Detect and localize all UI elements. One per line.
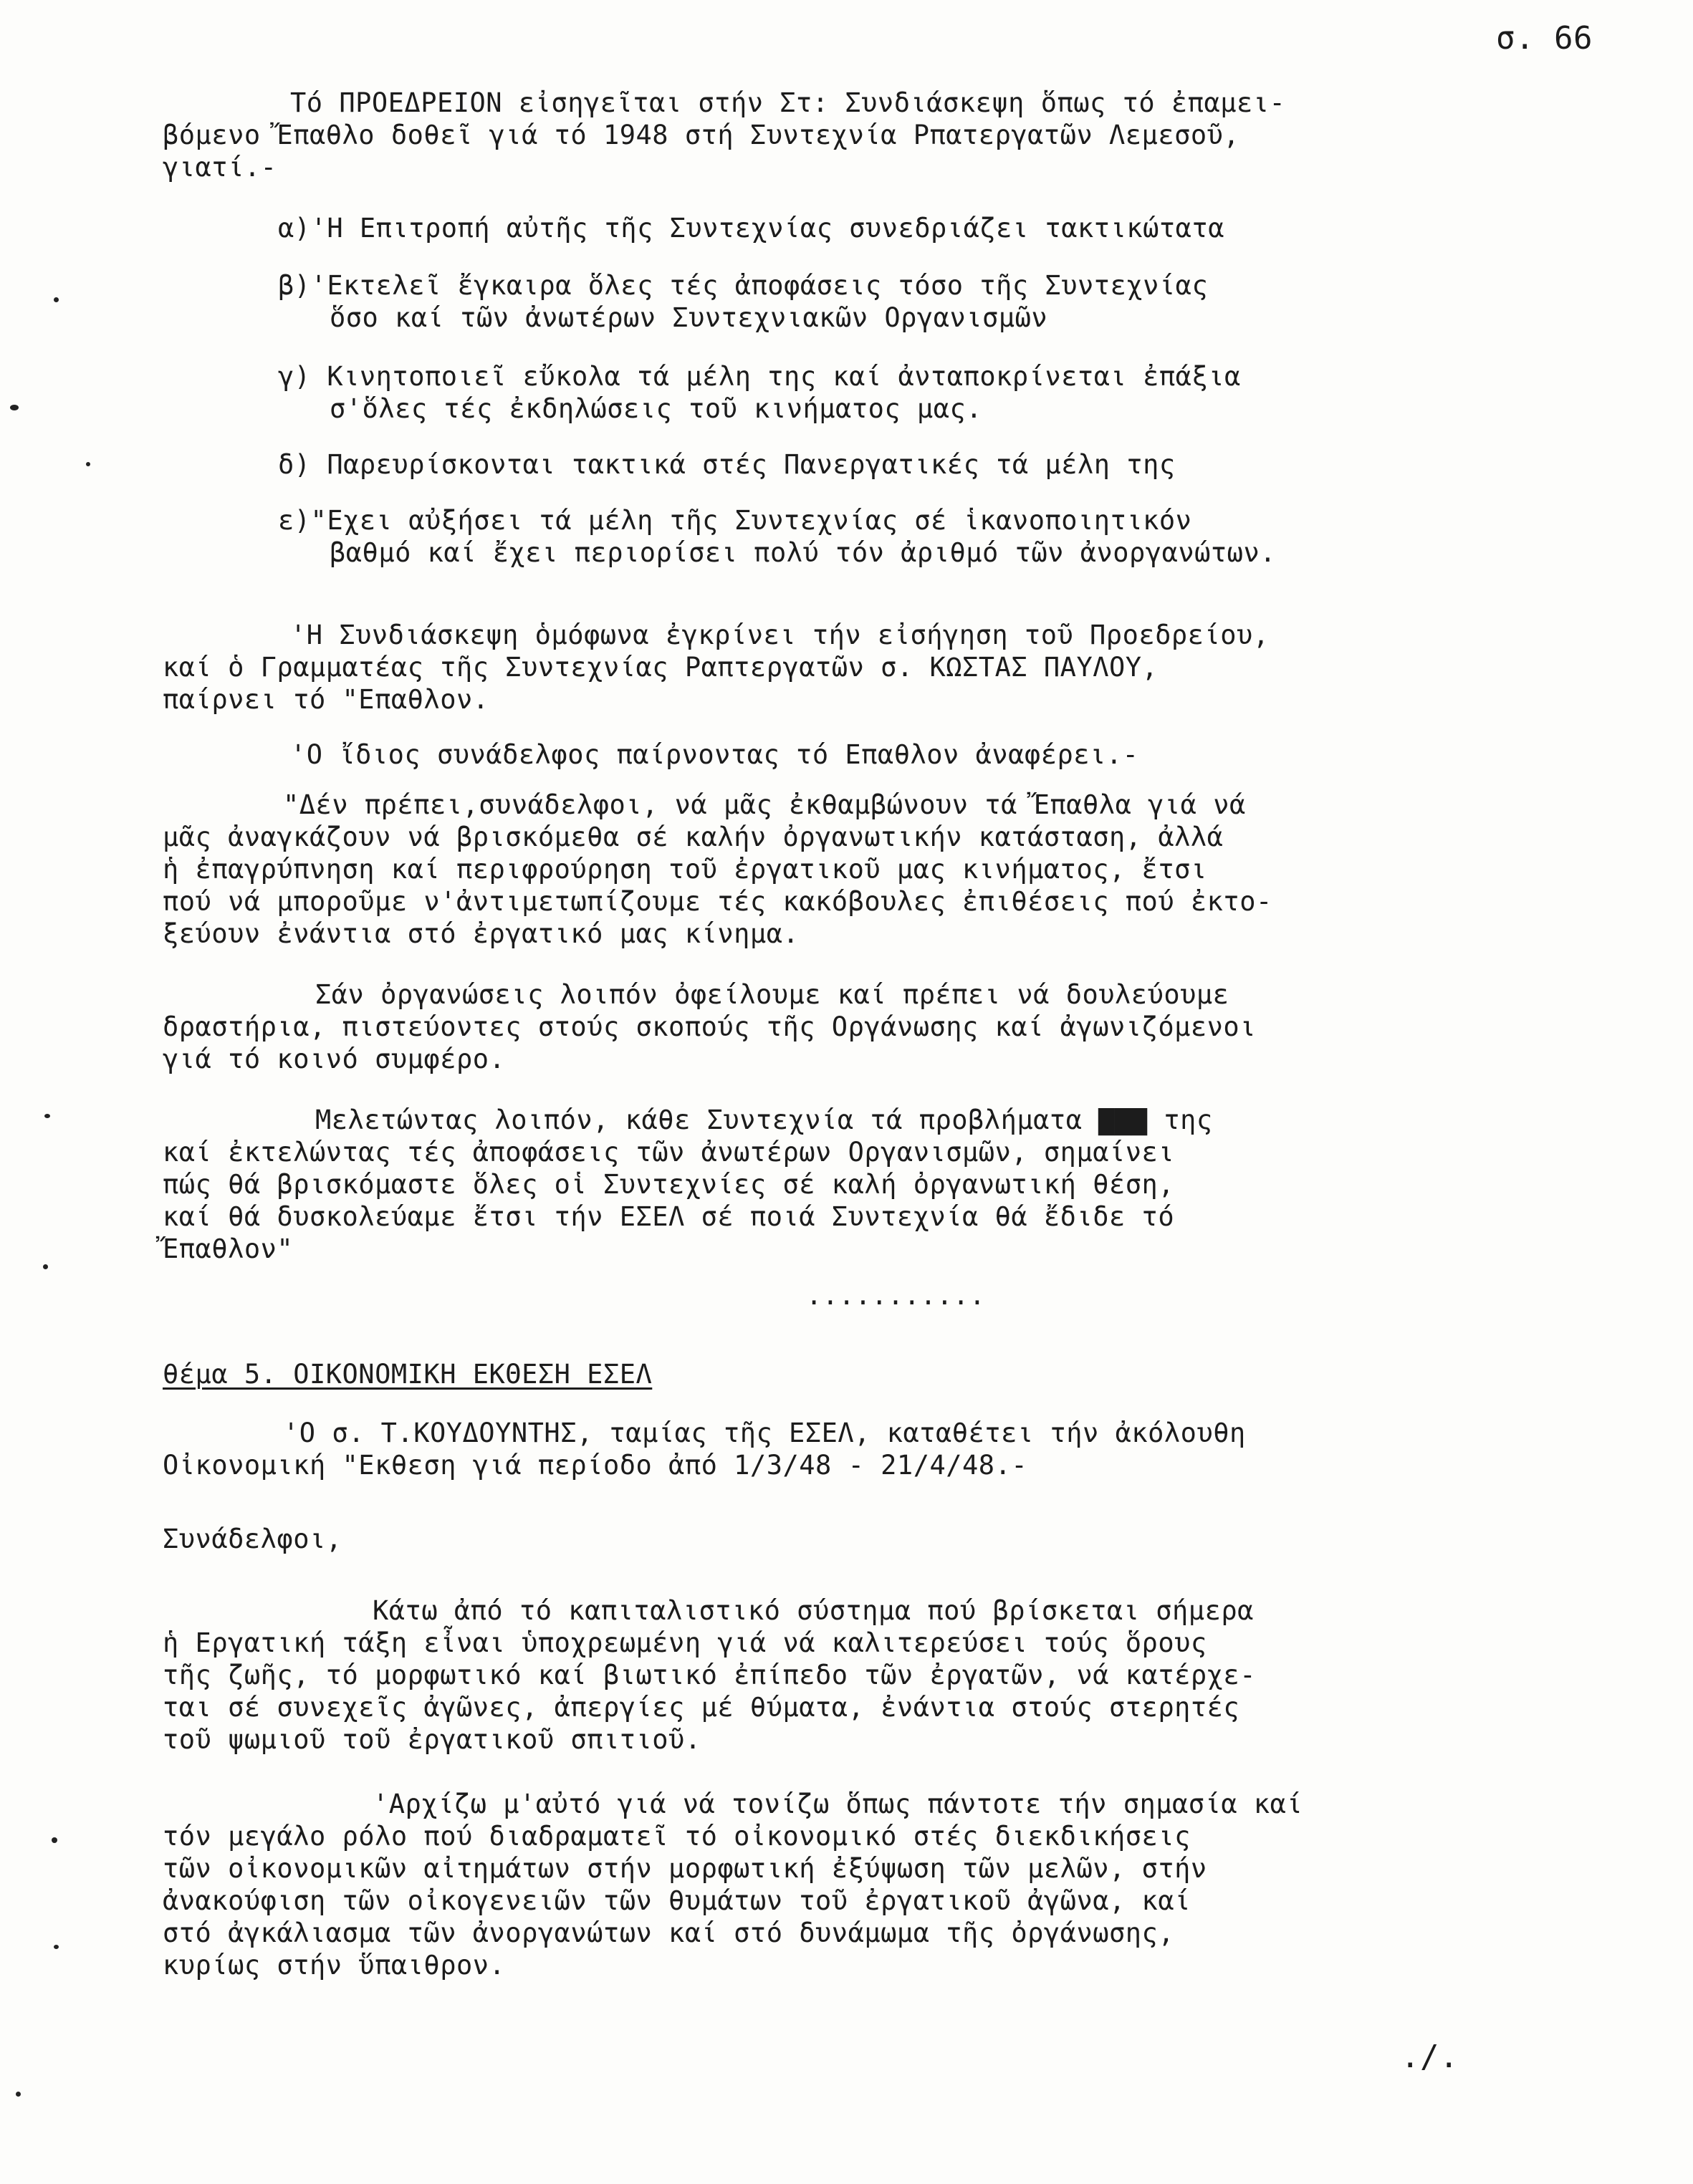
text-line: 'Αρχίζω μ'αὐτό γιά νά τονίζω ὅπως πάντοτε τήν σημασία καί [373, 1789, 1303, 1819]
list-item-b-cont: ὅσο καί τῶν ἀνωτέρων Συντεχνιακῶν Οργανισμῶν [330, 302, 1048, 333]
section-separator: ........... [806, 1280, 986, 1311]
text-line: κυρίως στήν ὕπαιθρον. [163, 1950, 506, 1981]
text-line: ται σέ συνεχεῖς ἀγῶνες, ἀπεργίες μέ θύματα, ἐνάντια στούς στερητές [163, 1692, 1240, 1723]
text-line: τοῦ ψωμιοῦ τοῦ ἐργατικοῦ σπιτιοῦ. [163, 1724, 701, 1755]
text-line: Ἔπαθλον" [163, 1233, 294, 1264]
list-item-e: ε)"Εχει αὐξήσει τά μέλη τῆς Συντεχνίας σέ ἱκανοποιητικόν [278, 505, 1192, 536]
text-line: παίρνει τό "Επαθλον. [163, 684, 489, 715]
text-line: καί ὁ Γραμματέας τῆς Συντεχνίας Ραπτεργατῶν σ. ΚΩΣΤΑΣ ΠΑΥΛΟΥ, [163, 652, 1159, 683]
scan-speck [54, 297, 59, 302]
text-line: 'Ο ἴδιος συνάδελφος παίρνοντας τό Επαθλον ἀναφέρει.- [290, 739, 1139, 770]
scan-speck [54, 1945, 59, 1949]
list-item-a: α)'Η Επιτροπή αὐτῆς τῆς Συντεχνίας συνεδριάζει τακτικώτατα [278, 213, 1225, 244]
text-line: ἀνακούφιση τῶν οἰκογενειῶν τῶν θυμάτων τοῦ ἐργατικοῦ ἀγῶνα, καί [163, 1885, 1191, 1916]
text-line: τόν μεγάλο ρόλο πού διαδραματεῖ τό οἰκονομικό στές διεκδικήσεις [163, 1821, 1191, 1852]
text-line: γιά τό κοινό συμφέρο. [163, 1044, 506, 1074]
scan-speck [86, 462, 90, 466]
text-line: Τό ΠΡΟΕΔΡΕΙΟΝ εἰσηγεῖται στήν Στ: Συνδιάσκεψη ὅπως τό ἐπαμει- [290, 87, 1286, 118]
text-line: 'Η Συνδιάσκεψη ὁμόφωνα ἐγκρίνει τήν εἰσήγηση τοῦ Προεδρείου, [290, 620, 1270, 650]
text-line: τῶν οἰκονομικῶν αἰτημάτων στήν μορφωτική ἐξύψωση τῶν μελῶν, στήν [163, 1853, 1207, 1884]
list-item-e-cont: βαθμό καί ἔχει περιορίσει πολύ τόν ἀριθμό τῶν ἀνοργανώτων. [330, 537, 1277, 568]
continuation-mark: ./. [1401, 2039, 1459, 2075]
scan-speck [43, 1264, 48, 1269]
text-line: στό ἀγκάλιασμα τῶν ἀνοργανώτων καί στό δυνάμωμα τῆς ὀργάνωσης, [163, 1918, 1175, 1948]
scan-speck [52, 1837, 57, 1843]
text-line: ἡ Εργατική τάξη εἶναι ὑποχρεωμένη γιά νά καλιτερεύσει τούς ὅρους [163, 1627, 1207, 1658]
text-line: δραστήρια, πιστεύοντες στούς σκοπούς τῆς Οργάνωσης καί ἀγωνιζόμενοι [163, 1011, 1256, 1042]
list-item-b: β)'Εκτελεῖ ἔγκαιρα ὅλες τές ἀποφάσεις τόσο τῆς Συντεχνίας [278, 270, 1209, 301]
text-line: πού νά μποροῦμε ν'ἀντιμετωπίζουμε τές κακόβουλες ἐπιθέσεις πού ἐκτο- [163, 886, 1272, 917]
list-item-g-cont: σ'ὅλες τές ἐκδηλώσεις τοῦ κινήματος μας. [330, 393, 983, 424]
text-line: μᾶς ἀναγκάζουν νά βρισκόμεθα σέ καλήν ὀργανωτικήν κατάσταση, ἀλλά [163, 822, 1224, 852]
text-line: Σάν ὀργανώσεις λοιπόν ὀφείλουμε καί πρέπει νά δουλεύουμε [315, 979, 1229, 1010]
section-heading: θέμα 5. ΟΙΚΟΝΟΜΙΚΗ ΕΚΘΕΣΗ ΕΣΕΛ [163, 1359, 653, 1390]
text-line: "Δέν πρέπει,συνάδελφοι, νά μᾶς ἐκθαμβώνουν τά Ἔπαθλα γιά νά [283, 789, 1246, 820]
text-line: καί θά δυσκολεύαμε ἔτσι τήν ΕΣΕΛ σέ ποιά Συντεχνία θά ἔδιδε τό [163, 1201, 1175, 1232]
text-line: γιατί.- [163, 152, 277, 183]
list-item-d: δ) Παρευρίσκονται τακτικά στές Πανεργατικές τά μέλη της [278, 449, 1176, 480]
page-number: σ. 66 [1496, 20, 1593, 57]
text-line: Μελετώντας λοιπόν, κάθε Συντεχνία τά προβλήματα ▇▇▇ της [315, 1105, 1213, 1135]
text-line: Οἰκονομική "Εκθεση γιά περίοδο ἀπό 1/3/48 - 21/4/48.- [163, 1450, 1028, 1481]
text-line: 'Ο σ. Τ.ΚΟΥΔΟΥΝΤΗΣ, ταμίας τῆς ΕΣΕΛ, καταθέτει τήν ἀκόλουθη [283, 1418, 1246, 1448]
text-line: ἡ ἐπαγρύπνηση καί περιφρούρηση τοῦ ἐργατικοῦ μας κινήματος, ἔτσι [163, 854, 1207, 885]
text-line: Κάτω ἀπό τό καπιταλιστικό σύστημα πού βρίσκεται σήμερα [373, 1595, 1254, 1626]
scan-speck [10, 405, 19, 410]
salutation: Συνάδελφοι, [163, 1524, 342, 1554]
scan-speck [44, 1114, 50, 1118]
list-item-g: γ) Κινητοποιεῖ εὔκολα τά μέλη της καί ἀνταποκρίνεται ἐπάξια [278, 361, 1241, 392]
text-line: τῆς ζωῆς, τό μορφωτικό καί βιωτικό ἐπίπεδο τῶν ἐργατῶν, νά κατέρχε- [163, 1660, 1256, 1690]
text-line: βόμενο Ἔπαθλο δοθεῖ γιά τό 1948 στή Συντεχνία Ρπατεργατῶν Λεμεσοῦ, [163, 120, 1240, 150]
scan-speck [16, 2092, 21, 2097]
text-line: πώς θά βρισκόμαστε ὅλες οἱ Συντεχνίες σέ καλή ὀργανωτική θέση, [163, 1169, 1175, 1200]
text-line: ξεύουν ἐνάντια στό ἐργατικό μας κίνημα. [163, 918, 800, 949]
text-line: καί ἐκτελώντας τές ἀποφάσεις τῶν ἀνωτέρων Οργανισμῶν, σημαίνει [163, 1137, 1175, 1168]
